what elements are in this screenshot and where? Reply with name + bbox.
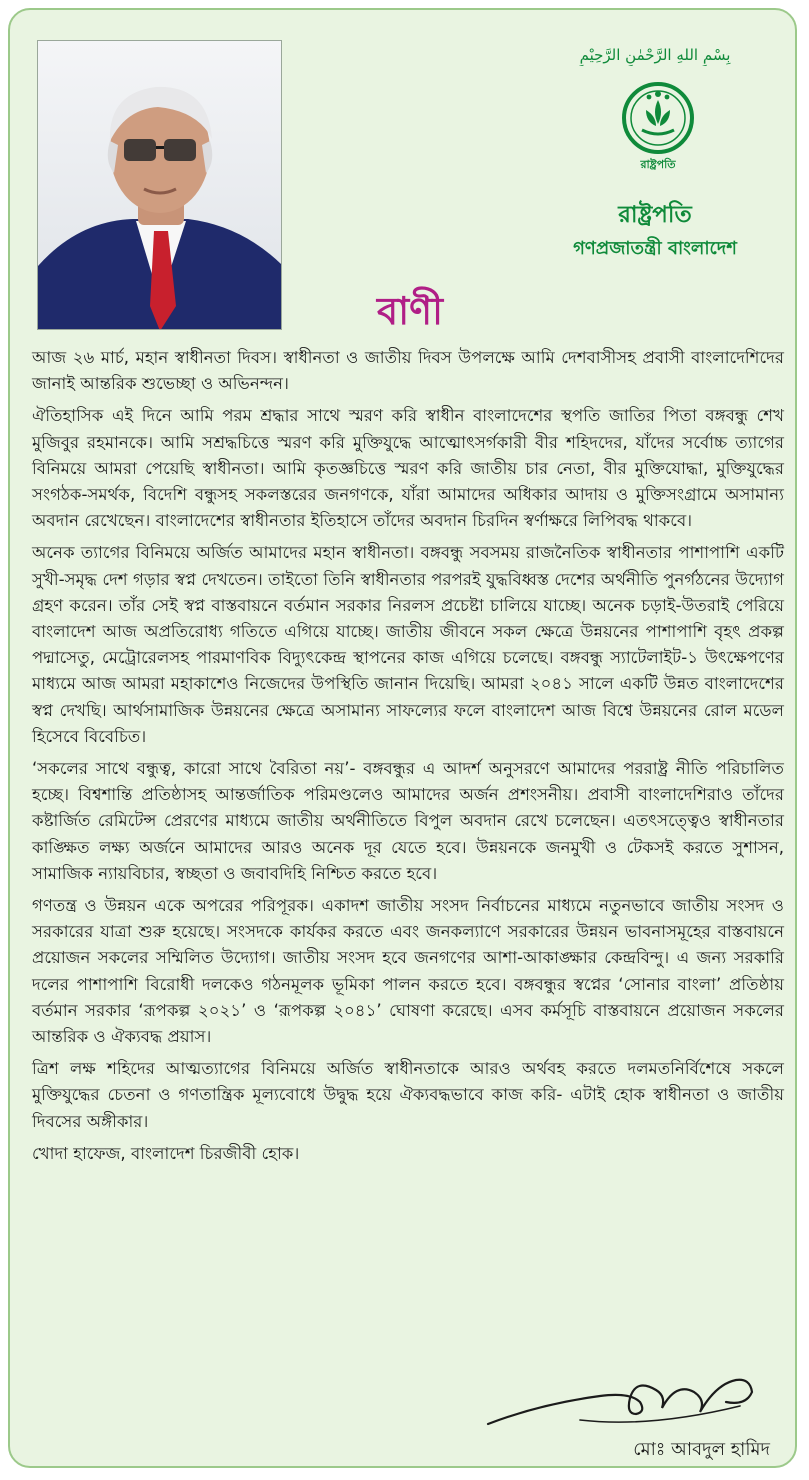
president-portrait bbox=[37, 40, 282, 330]
paragraph: ‘সকলের সাথে বন্ধুত্ব, কারো সাথে বৈরিতা নয়’- বঙ্গবন্ধুর এ আদর্শ অনুসরণে আমাদের পররাষ্ট্র নীতি পরিচালিত হচ্ছে। বিশ্বশান্তি প্রতিষ্ঠাসহ আন্তর্জাতিক পরিমণ্ডলেও আমাদের অর্জন প্রশংসনীয়। প্রবাসী বাংলাদেশিরাও তাঁদের কষ্টার্জিত রেমিটেন্স প্রেরণের মাধ্যমে জাতীয় অর্থনীতিতে বিপুল অবদান রেখে চলেছেন। এতৎসত্ত্বেও স্বাধীনতার কাঙ্ক্ষিত লক্ষ্য অর্জনে আমাদের আরও অনেক দূর যেতে হবে। উন্নয়নকে জনমুখী ও টেকসই করতে সুশাসন, সামাজিক ন্যায়বিচার, স্বচ্ছতা ও জবাবদিহি নিশ্চিত করতে হবে। bbox=[32, 759, 785, 883]
signer-name: মোঃ আবদুল হামিদ bbox=[633, 1439, 770, 1460]
office-title: রাষ্ট্রপতি bbox=[618, 202, 692, 228]
paragraph: খোদা হাফেজ, বাংলাদেশ চিরজীবী হোক। bbox=[32, 1143, 300, 1163]
message-panel bbox=[8, 8, 797, 1468]
bismillah-calligraphy bbox=[570, 42, 740, 66]
paragraph: আজ ২৬ মার্চ, মহান স্বাধীনতা দিবস। স্বাধীনতা ও জাতীয় দিবস উপলক্ষে আমি দেশবাসীসহ প্রবাসী বাংলাদেশিদের জানাই আন্তরিক শুভেচ্ছা ও অভিনন্দন। bbox=[32, 348, 784, 394]
portrait-image bbox=[38, 41, 282, 330]
svg-text:بِسْمِ اللهِ الرَّحْمٰنِ الرَّ: بِسْمِ اللهِ الرَّحْمٰنِ الرَّحِيْمِ bbox=[579, 46, 731, 64]
paragraph: ঐতিহাসিক এই দিনে আমি পরম শ্রদ্ধার সাথে স্মরণ করি স্বাধীন বাংলাদেশের স্থপতি জাতির পিতা বঙ্গবন্ধু শেখ মুজিবুর রহমানকে। আমি সশ্রদ্ধচিত্তে স্মরণ করি মুক্তিযুদ্ধে আত্মোৎসর্গকারী বীর শহিদদের, যাঁদের সর্বোচ্চ ত্যাগের বিনিময়ে আমরা পেয়েছি স্বাধীনতা। আমি কৃতজ্ঞচিত্তে স্মরণ করি জাতীয় চার নেতা, বীর মুক্তিযোদ্ধা, মুক্তিযুদ্ধের সংগঠক-সমর্থক, বিদেশি বন্ধুসহ সকলস্তরের জনগণকে, যাঁরা আমাদের অধিকার আদায় ও মুক্তিসংগ্রামে অসামান্য অবদান রেখেছেন। বাংলাদেশের স্বাধীনতার ইতিহাসে তাঁদের অবদান চিরদিন স্বর্ণাক্ষরে লিপিবদ্ধ থাকবে। bbox=[32, 406, 784, 531]
handwritten-signature bbox=[480, 1362, 770, 1436]
svg-text:রাষ্ট্রপতি: রাষ্ট্রপতি bbox=[640, 158, 676, 171]
presidential-emblem-icon bbox=[616, 80, 700, 172]
office-subtitle: গণপ্রজাতন্ত্রী বাংলাদেশ bbox=[573, 238, 737, 259]
message-body bbox=[32, 345, 784, 1173]
message-heading: বাণী bbox=[376, 289, 444, 333]
paragraph: ত্রিশ লক্ষ শহিদের আত্মত্যাগের বিনিময়ে অর্জিত স্বাধীনতাকে আরও অর্থবহ করতে দলমতনির্বিশেষে সকলে মুক্তিযুদ্ধের চেতনা ও গণতান্ত্রিক মূল্যবোধে উদ্বুদ্ধ হয়ে ঐক্যবদ্ধভাবে কাজ করি- এটাই হোক স্বাধীনতা ও জাতীয় দিবসের অঙ্গীকার। bbox=[32, 1059, 784, 1131]
paragraph: গণতন্ত্র ও উন্নয়ন একে অপরের পরিপূরক। একাদশ জাতীয় সংসদ নির্বাচনের মাধ্যমে নতুনভাবে জাতীয় সংসদ ও সরকারের যাত্রা শুরু হয়েছে। সংসদকে কার্যকর করতে এবং জনকল্যাণে সরকারের উন্নয়ন ভাবনাসমূহের বাস্তবায়নে প্রয়োজন সকলের সম্মিলিত উদ্যোগ। জাতীয় সংসদ হবে জনগণের আশা-আকাঙ্ক্ষার কেন্দ্রবিন্দু। এ জন্য সরকারি দলের পাশাপাশি বিরোধী দলকেও গঠনমূলক ভূমিকা পালন করতে হবে। বঙ্গবন্ধুর স্বপ্নের ‘সোনার বাংলা’ প্রতিষ্ঠায় বর্তমান সরকার ‘রূপকল্প ২০২১’ ও ‘রূপকল্প ২০৪১’ ঘোষণা করেছে। এসব কর্মসূচি বাস্তবায়নে প্রয়োজন সকলের আন্তরিক ও ঐক্যবদ্ধ প্রয়াস। bbox=[32, 896, 784, 1047]
paragraph: অনেক ত্যাগের বিনিময়ে অর্জিত আমাদের মহান স্বাধীনতা। বঙ্গবন্ধু সবসময় রাজনৈতিক স্বাধীনতার পাশাপাশি একটি সুখী-সমৃদ্ধ দেশ গড়ার স্বপ্ন দেখতেন। তাইতো তিনি স্বাধীনতার পরপরই যুদ্ধবিধ্বস্ত দেশের অর্থনীতি পুনর্গঠনের উদ্যোগ গ্রহণ করেন। তাঁর সেই স্বপ্ন বাস্তবায়নে বর্তমান সরকার নিরলস প্রচেষ্টা চালিয়ে যাচ্ছে। অনেক চড়াই-উতরাই পেরিয়ে বাংলাদেশ আজ অপ্রতিরোধ্য গতিতে এগিয়ে যাচ্ছে। জাতীয় জীবনে সকল ক্ষেত্রে উন্নয়নের পাশাপাশি বৃহৎ প্রকল্প পদ্মাসেতু, মেট্রোরেলসহ পারমাণবিক বিদ্যুৎকেন্দ্র স্থাপনের কাজ এগিয়ে চলেছে। বঙ্গবন্ধু স্যাটেলাইট-১ উৎক্ষেপণের মাধ্যমে আজ আমরা মহাকাশেও নিজেদের উপস্থিতি জানান দিয়েছি। আমরা ২০৪১ সালে একটি উন্নত বাংলাদেশের স্বপ্ন দেখছি। আর্থসামাজিক উন্নয়নের ক্ষেত্রে অসামান্য সাফল্যের ফলে বাংলাদেশ আজ বিশ্বে উন্নয়নের রোল মডেল হিসেবে বিবেচিত। bbox=[32, 543, 784, 746]
